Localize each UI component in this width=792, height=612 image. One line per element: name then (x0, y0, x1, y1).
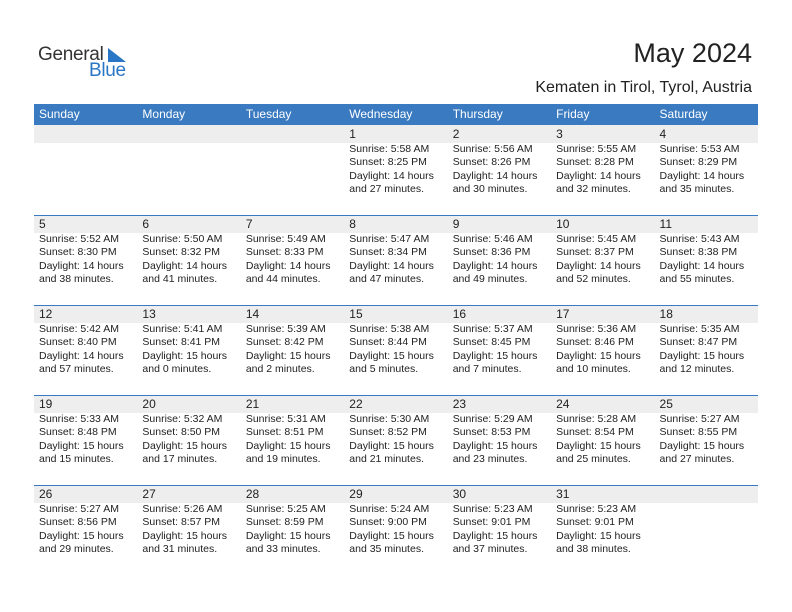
day-detail-line: Sunrise: 5:27 AM (659, 413, 740, 425)
day-detail-line: Daylight: 14 hours (452, 169, 538, 182)
day-number: 22 (349, 397, 363, 411)
day-cell (448, 485, 551, 573)
week-row (34, 305, 758, 393)
day-detail-line: and 10 minutes. (556, 363, 631, 376)
day-detail-line: Daylight: 15 hours (659, 439, 745, 452)
day-detail-line: Sunrise: 5:41 AM (142, 323, 223, 335)
day-detail-line: Sunset: 8:33 PM (245, 246, 324, 259)
day-detail-line: and 2 minutes. (245, 363, 315, 376)
day-number: 20 (142, 397, 156, 411)
day-cell (34, 395, 137, 483)
day-number: 16 (452, 307, 467, 321)
day-cell (655, 215, 758, 303)
day-detail-line: Sunset: 8:46 PM (556, 336, 634, 349)
day-detail-line: Daylight: 14 hours (556, 259, 641, 272)
day-detail-line: and 29 minutes. (39, 543, 114, 556)
day-number: 14 (245, 307, 260, 321)
day-detail-line: Sunrise: 5:58 AM (349, 143, 430, 155)
day-detail-line: Sunset: 8:34 PM (349, 246, 427, 259)
day-detail-line: Sunrise: 5:45 AM (556, 233, 637, 245)
day-detail-line: Sunrise: 5:53 AM (659, 143, 740, 155)
day-detail-line: Daylight: 15 hours (452, 529, 538, 542)
day-detail-line: Daylight: 14 hours (39, 349, 124, 362)
weekday-monday: Monday (142, 107, 186, 121)
day-detail-line: and 25 minutes. (556, 453, 631, 466)
weekday-wednesday: Wednesday (349, 107, 413, 121)
day-detail-line: Daylight: 14 hours (349, 169, 434, 182)
day-detail-line: Sunset: 8:53 PM (452, 426, 531, 439)
day-number: 31 (556, 487, 570, 501)
day-detail-line: and 15 minutes. (39, 453, 114, 466)
day-number: 5 (39, 217, 46, 231)
day-detail-line: and 12 minutes. (659, 363, 735, 376)
day-detail-line: Daylight: 14 hours (659, 259, 745, 272)
day-cell (241, 395, 344, 483)
day-detail-line: Daylight: 14 hours (556, 169, 641, 182)
day-cell (551, 395, 654, 483)
day-cell (34, 215, 137, 303)
day-detail-line: and 37 minutes. (452, 543, 528, 556)
day-detail-line: Sunrise: 5:55 AM (556, 143, 637, 155)
day-detail-line: Daylight: 15 hours (142, 439, 228, 452)
day-detail-line: Sunrise: 5:23 AM (556, 503, 637, 515)
day-number: 26 (39, 487, 53, 501)
day-detail-line: and 35 minutes. (659, 183, 735, 196)
day-detail-line: Sunset: 8:54 PM (556, 426, 634, 439)
day-detail-line: Sunrise: 5:33 AM (39, 413, 119, 425)
day-detail-line: Sunrise: 5:52 AM (39, 233, 119, 245)
day-detail-line: Sunrise: 5:25 AM (245, 503, 326, 515)
day-detail-line: and 33 minutes. (245, 543, 321, 556)
day-cell (344, 305, 447, 393)
day-number: 9 (452, 217, 460, 231)
day-detail-line: Sunset: 8:37 PM (556, 246, 634, 259)
day-detail-line: and 21 minutes. (349, 453, 424, 466)
weekday-friday: Friday (556, 107, 590, 121)
day-cell (344, 395, 447, 483)
day-number: 23 (452, 397, 467, 411)
day-detail-line: Sunset: 8:36 PM (452, 246, 531, 259)
day-detail-line: Sunrise: 5:35 AM (659, 323, 740, 335)
day-detail-line: and 17 minutes. (142, 453, 218, 466)
day-detail-line: and 0 minutes. (142, 363, 212, 376)
day-detail-line: and 55 minutes. (659, 273, 735, 286)
day-detail-line: Sunset: 8:51 PM (245, 426, 324, 439)
day-detail-line: and 5 minutes. (349, 363, 419, 376)
day-detail-line: Sunrise: 5:43 AM (659, 233, 740, 245)
day-number: 8 (349, 217, 356, 231)
week-row (34, 215, 758, 303)
day-number: 27 (142, 487, 156, 501)
day-cell (655, 485, 758, 573)
day-detail-line: Sunrise: 5:56 AM (452, 143, 533, 155)
day-number: 11 (659, 217, 672, 231)
day-detail-line: and 49 minutes. (452, 273, 528, 286)
day-detail-line: and 31 minutes. (142, 543, 218, 556)
day-detail-line: Sunrise: 5:30 AM (349, 413, 430, 425)
day-detail-line: Sunset: 8:50 PM (142, 426, 221, 439)
day-number: 18 (659, 307, 673, 321)
day-number (660, 485, 758, 503)
day-cell (241, 485, 344, 573)
day-detail-line: Sunrise: 5:24 AM (349, 503, 430, 515)
day-detail-line: Daylight: 15 hours (39, 439, 124, 452)
day-detail-line: and 38 minutes. (556, 543, 631, 556)
day-detail-line: Sunset: 8:56 PM (39, 516, 117, 529)
day-number: 15 (349, 307, 363, 321)
day-cell (137, 305, 240, 393)
day-detail-line: Daylight: 14 hours (245, 259, 331, 272)
day-detail-line: Daylight: 15 hours (556, 529, 641, 542)
day-detail-line: Daylight: 15 hours (452, 349, 538, 362)
day-detail-line: Sunrise: 5:39 AM (245, 323, 326, 335)
day-cell (551, 125, 654, 213)
day-detail-line: Sunset: 8:59 PM (245, 516, 324, 529)
day-detail-line: Sunset: 8:41 PM (142, 336, 221, 349)
day-cell (448, 305, 551, 393)
day-number: 28 (245, 487, 260, 501)
day-detail-line: Daylight: 15 hours (142, 529, 228, 542)
logo-text-general: General (38, 44, 104, 65)
day-cell (241, 305, 344, 393)
day-cell (241, 215, 344, 303)
day-detail-line: and 35 minutes. (349, 543, 424, 556)
day-cell (137, 395, 240, 483)
day-number (246, 125, 344, 143)
day-detail-line: Sunset: 8:47 PM (659, 336, 738, 349)
day-number: 4 (659, 127, 667, 141)
day-detail-line: and 57 minutes. (39, 363, 114, 376)
day-cell (655, 395, 758, 483)
day-detail-line: Sunset: 8:29 PM (659, 156, 738, 169)
day-detail-line: Daylight: 15 hours (349, 349, 434, 362)
day-cell (137, 125, 240, 213)
day-detail-line: Daylight: 15 hours (452, 439, 538, 452)
day-detail-line: Daylight: 14 hours (452, 259, 538, 272)
day-detail-line: Sunset: 9:01 PM (452, 516, 531, 529)
day-detail-line: Sunrise: 5:38 AM (349, 323, 430, 335)
day-detail-line: Sunset: 8:52 PM (349, 426, 427, 439)
day-detail-line: Sunrise: 5:36 AM (556, 323, 637, 335)
day-detail-line: Daylight: 15 hours (556, 349, 641, 362)
day-detail-line: and 41 minutes. (142, 273, 218, 286)
day-detail-line: Sunset: 8:38 PM (659, 246, 738, 259)
day-cell (344, 125, 447, 213)
day-number: 25 (659, 397, 673, 411)
day-cell (655, 305, 758, 393)
day-number: 10 (556, 217, 570, 231)
day-detail-line: Sunrise: 5:49 AM (245, 233, 326, 245)
day-number: 2 (452, 127, 460, 141)
day-detail-line: Daylight: 14 hours (142, 259, 228, 272)
day-detail-line: Sunrise: 5:26 AM (142, 503, 223, 515)
day-number (142, 125, 240, 143)
day-cell (137, 485, 240, 573)
day-detail-line: Daylight: 15 hours (245, 529, 331, 542)
day-number: 30 (452, 487, 467, 501)
day-cell (655, 125, 758, 213)
day-number: 6 (142, 217, 150, 231)
location-subtitle: Kematen in Tirol, Tyrol, Austria (535, 79, 752, 96)
page-title: May 2024 (633, 38, 752, 68)
weekday-sunday: Sunday (39, 107, 80, 121)
day-detail-line: Daylight: 15 hours (349, 529, 434, 542)
day-detail-line: Sunset: 9:01 PM (556, 516, 634, 529)
day-detail-line: Sunset: 8:48 PM (39, 426, 117, 439)
day-number: 13 (142, 307, 156, 321)
day-number: 1 (349, 127, 356, 141)
logo (38, 44, 138, 84)
week-row (34, 395, 758, 483)
day-cell (551, 305, 654, 393)
day-cell (448, 395, 551, 483)
day-number: 29 (349, 487, 363, 501)
day-detail-line: and 52 minutes. (556, 273, 631, 286)
day-number: 7 (245, 217, 253, 231)
day-detail-line: and 32 minutes. (556, 183, 631, 196)
day-detail-line: Sunrise: 5:32 AM (142, 413, 223, 425)
day-detail-line: Sunrise: 5:42 AM (39, 323, 119, 335)
day-detail-line: Daylight: 15 hours (349, 439, 434, 452)
day-detail-line: Sunset: 9:00 PM (349, 516, 427, 529)
week-row (34, 485, 758, 573)
day-detail-line: Daylight: 15 hours (659, 349, 745, 362)
day-cell (34, 305, 137, 393)
day-detail-line: Sunset: 8:44 PM (349, 336, 427, 349)
day-cell (551, 485, 654, 573)
day-number: 19 (39, 397, 53, 411)
day-number: 3 (556, 127, 563, 141)
day-cell (241, 125, 344, 213)
day-number: 12 (39, 307, 53, 321)
week-row (34, 125, 758, 213)
day-detail-line: Daylight: 14 hours (39, 259, 124, 272)
day-number (39, 125, 137, 143)
day-detail-line: Sunrise: 5:46 AM (452, 233, 533, 245)
weekday-header (34, 104, 758, 125)
day-detail-line: Daylight: 15 hours (142, 349, 228, 362)
day-detail-line: Sunrise: 5:50 AM (142, 233, 223, 245)
day-detail-line: and 27 minutes. (659, 453, 735, 466)
day-detail-line: and 38 minutes. (39, 273, 114, 286)
day-detail-line: Sunset: 8:40 PM (39, 336, 117, 349)
logo-text-blue: Blue (89, 60, 126, 81)
day-detail-line: Daylight: 15 hours (556, 439, 641, 452)
day-number: 24 (556, 397, 570, 411)
day-detail-line: Daylight: 15 hours (39, 529, 124, 542)
day-detail-line: Sunset: 8:32 PM (142, 246, 221, 259)
day-detail-line: and 44 minutes. (245, 273, 321, 286)
day-detail-line: Daylight: 14 hours (349, 259, 434, 272)
day-detail-line: Sunrise: 5:37 AM (452, 323, 533, 335)
weekday-tuesday: Tuesday (245, 107, 292, 121)
day-cell (551, 215, 654, 303)
day-detail-line: Sunset: 8:55 PM (659, 426, 738, 439)
day-cell (448, 215, 551, 303)
day-detail-line: and 30 minutes. (452, 183, 528, 196)
day-detail-line: Sunrise: 5:29 AM (452, 413, 533, 425)
day-detail-line: and 19 minutes. (245, 453, 321, 466)
weekday-thursday: Thursday (452, 107, 503, 121)
day-detail-line: Sunset: 8:25 PM (349, 156, 427, 169)
day-detail-line: Sunrise: 5:23 AM (452, 503, 533, 515)
day-detail-line: and 7 minutes. (452, 363, 522, 376)
day-detail-line: Daylight: 15 hours (245, 349, 331, 362)
day-cell (137, 215, 240, 303)
day-number: 21 (245, 397, 260, 411)
day-cell (34, 485, 137, 573)
day-number: 17 (556, 307, 570, 321)
day-cell (344, 485, 447, 573)
day-detail-line: Sunset: 8:42 PM (245, 336, 324, 349)
day-detail-line: Daylight: 15 hours (245, 439, 331, 452)
day-detail-line: Sunrise: 5:27 AM (39, 503, 119, 515)
day-detail-line: and 47 minutes. (349, 273, 424, 286)
day-detail-line: Sunrise: 5:31 AM (245, 413, 326, 425)
day-cell (448, 125, 551, 213)
weekday-saturday: Saturday (659, 107, 708, 121)
day-cell (34, 125, 137, 213)
day-detail-line: and 27 minutes. (349, 183, 424, 196)
day-detail-line: Sunset: 8:28 PM (556, 156, 634, 169)
day-detail-line: Daylight: 14 hours (659, 169, 745, 182)
day-detail-line: and 23 minutes. (452, 453, 528, 466)
day-detail-line: Sunset: 8:26 PM (452, 156, 531, 169)
day-cell (344, 215, 447, 303)
day-detail-line: Sunset: 8:30 PM (39, 246, 117, 259)
day-detail-line: Sunrise: 5:28 AM (556, 413, 637, 425)
day-detail-line: Sunset: 8:45 PM (452, 336, 531, 349)
day-detail-line: Sunset: 8:57 PM (142, 516, 221, 529)
day-detail-line: Sunrise: 5:47 AM (349, 233, 430, 245)
